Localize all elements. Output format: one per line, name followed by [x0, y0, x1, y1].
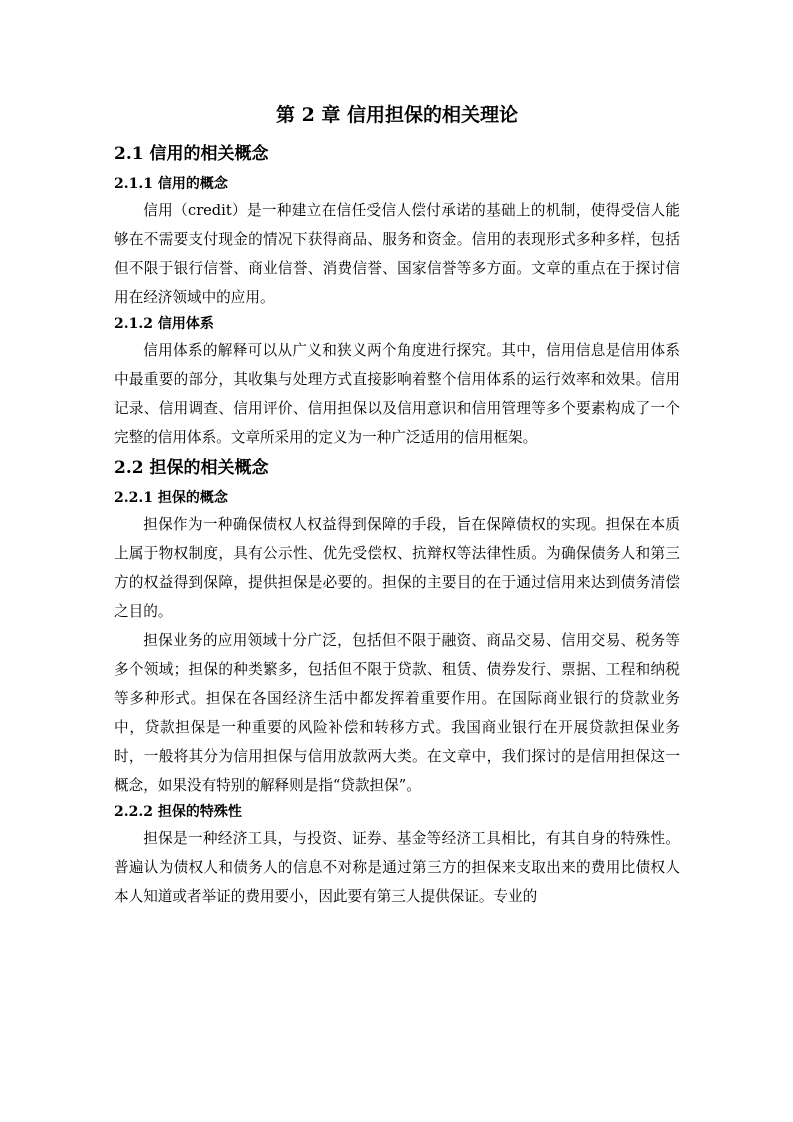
subsection-title-2-2-2: 2.2.2 担保的特殊性	[114, 804, 242, 820]
section-title-2-2: 2.2 担保的相关概念	[114, 458, 269, 478]
paragraph: 担保业务的应用领域十分广泛，包括但不限于融资、商品交易、信用交易、税务等多个领域；担保的种类繁多，包括但不限于贷款、租赁、债券发行、票据、工程和纳税等多种形式。担保在各国经济生活中都发挥着重要作用。在国际商业银行的贷款业务中，贷款担保是一种重要的风险补偿和转移方式。我国商业银行在开展贷款担保业务时，一般将其分为信用担保与信用放款两大类。在文章中，我们探讨的是信用担保这一概念，如果没有特别的解释则是指“贷款担保”。	[114, 632, 680, 794]
subsection-title-2-1-2: 2.1.2 信用体系	[114, 316, 214, 332]
paragraph: 信用体系的解释可以从广义和狭义两个角度进行探究。其中，信用信息是信用体系中最重要的部分，其收集与处理方式直接影响着整个信用体系的运行效率和效果。信用记录、信用调查、信用评价、信用担保以及信用意识和信用管理等多个要素构成了一个完整的信用体系。文章所采用的定义为一种广泛适用的信用框架。	[114, 342, 680, 446]
paragraph: 担保是一种经济工具，与投资、证券、基金等经济工具相比，有其自身的特殊性。普遍认为债权人和债务人的信息不对称是通过第三方的担保来支取出来的费用比债权人本人知道或者举证的费用要小，因此要有第三人提供保证。专业的	[114, 830, 680, 905]
document-body	[114, 100, 680, 911]
section-title-2-1: 2.1 信用的相关概念	[114, 144, 269, 164]
subsection-title-2-1-1: 2.1.1 信用的概念	[114, 176, 228, 192]
chapter-title: 第 2 章 信用担保的相关理论	[275, 104, 519, 126]
subsection-title-2-2-1: 2.2.1 担保的概念	[114, 490, 228, 506]
paragraph: 担保作为一种确保债权人权益得到保障的手段，旨在保障债权的实现。担保在本质上属于物权制度，具有公示性、优先受偿权、抗辩权等法律性质。为确保债务人和第三方的权益得到保障，提供担保是必要的。担保的主要目的在于通过信用来达到债务清偿之目的。	[114, 516, 680, 620]
paragraph: 信用（credit）是一种建立在信任受信人偿付承诺的基础上的机制，使得受信人能够在不需要支付现金的情况下获得商品、服务和资金。信用的表现形式多种多样，包括但不限于银行信誉、商业信誉、消费信誉、国家信誉等多方面。文章的重点在于探讨信用在经济领域中的应用。	[114, 202, 680, 306]
